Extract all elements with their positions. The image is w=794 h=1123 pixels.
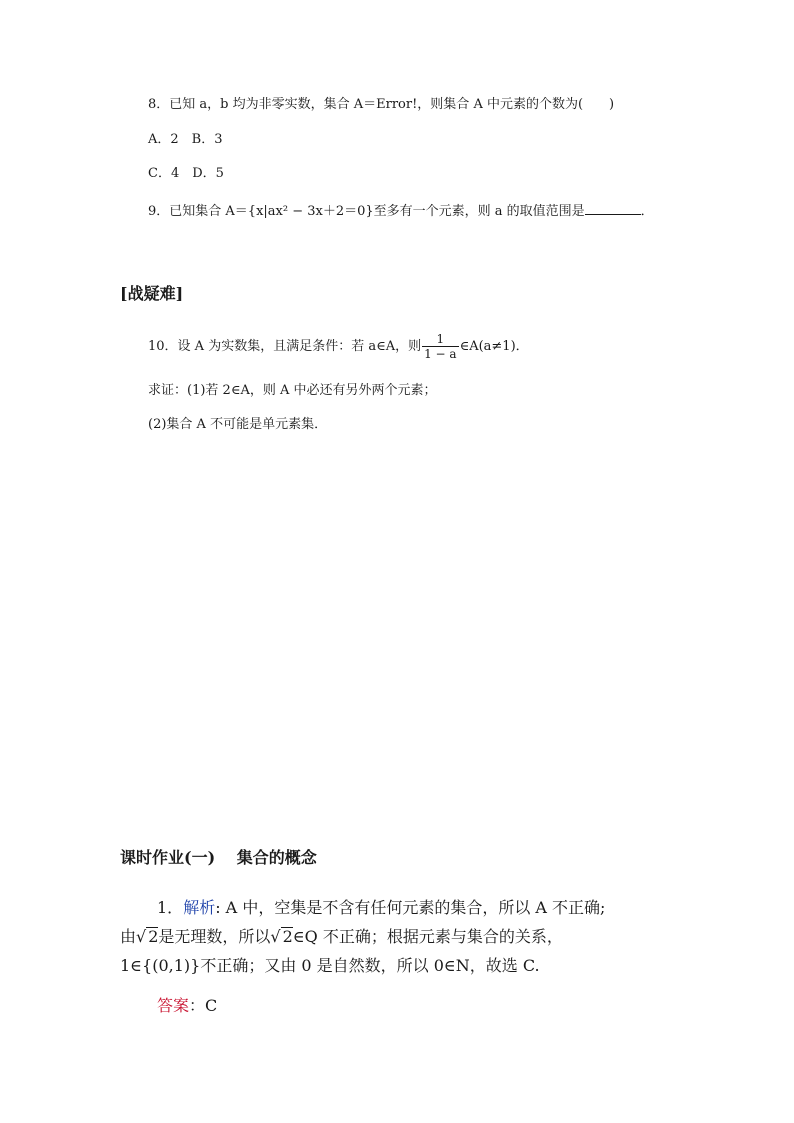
answer-value: ：C	[189, 996, 218, 1015]
answer-1-line-2-mid: 是无理数，所以	[158, 927, 271, 946]
fraction-denominator: 1 − a	[424, 347, 457, 361]
question-10-proof-1: 求证：(1)若 2∈A，则 A 中必还有另外两个元素；	[148, 383, 437, 398]
answer-1-line-1	[157, 897, 605, 919]
question-8-stem: 8．已知 a，b 均为非零实数，集合 A＝Error!，则集合 A 中元素的个数为( )	[148, 97, 615, 112]
answer-1-line-2-post: ∈Q 不正确；根据元素与集合的关系，	[292, 927, 563, 946]
question-9-end: ．	[640, 204, 654, 219]
answer-1-number: 1．	[157, 898, 184, 917]
answer-1-final	[157, 995, 217, 1017]
question-10-proof-2: (2)集合 A 不可能是单元素集．	[148, 417, 328, 432]
answer-1-line-2: 由√ 2是无理数，所以√ 2∈Q 不正确；根据元素与集合的关系，	[120, 927, 563, 946]
analysis-label: 解析	[183, 898, 216, 917]
answer-1-text-1: : A 中，空集是不含有任何元素的集合，所以 A 不正确;	[215, 898, 606, 917]
answer-1-line-2-pre: 由	[120, 927, 137, 946]
question-9	[148, 200, 654, 221]
answer-1-line-3: 1∈{(0,1)}不正确；又由 0 是自然数，所以 0∈N，故选 C.	[120, 956, 540, 975]
question-10-stem-pre: 10．设 A 为实数集，且满足条件：若 a∈A，则	[148, 339, 422, 354]
section-title: [战疑难]	[120, 284, 184, 303]
question-10-stem	[148, 332, 529, 361]
question-10-stem-post: ∈A(a≠1)．	[459, 339, 529, 354]
fraction	[422, 332, 458, 361]
sqrt-2-b: 2	[282, 927, 293, 946]
question-8-options-cd: C．4 D．5	[148, 166, 224, 181]
sqrt-2-a: 2	[148, 927, 159, 946]
fraction-numerator: 1	[422, 332, 458, 347]
question-8-options-ab: A．2 B．3	[148, 132, 223, 147]
answer-blank	[585, 200, 641, 215]
question-9-stem: 9．已知集合 A＝{x|ax² − 3x＋2＝0}至多有一个元素，则 a 的取值范围是	[148, 204, 585, 219]
answer-label: 答案	[157, 996, 190, 1015]
homework-title: 课时作业(一) 集合的概念	[120, 848, 317, 867]
